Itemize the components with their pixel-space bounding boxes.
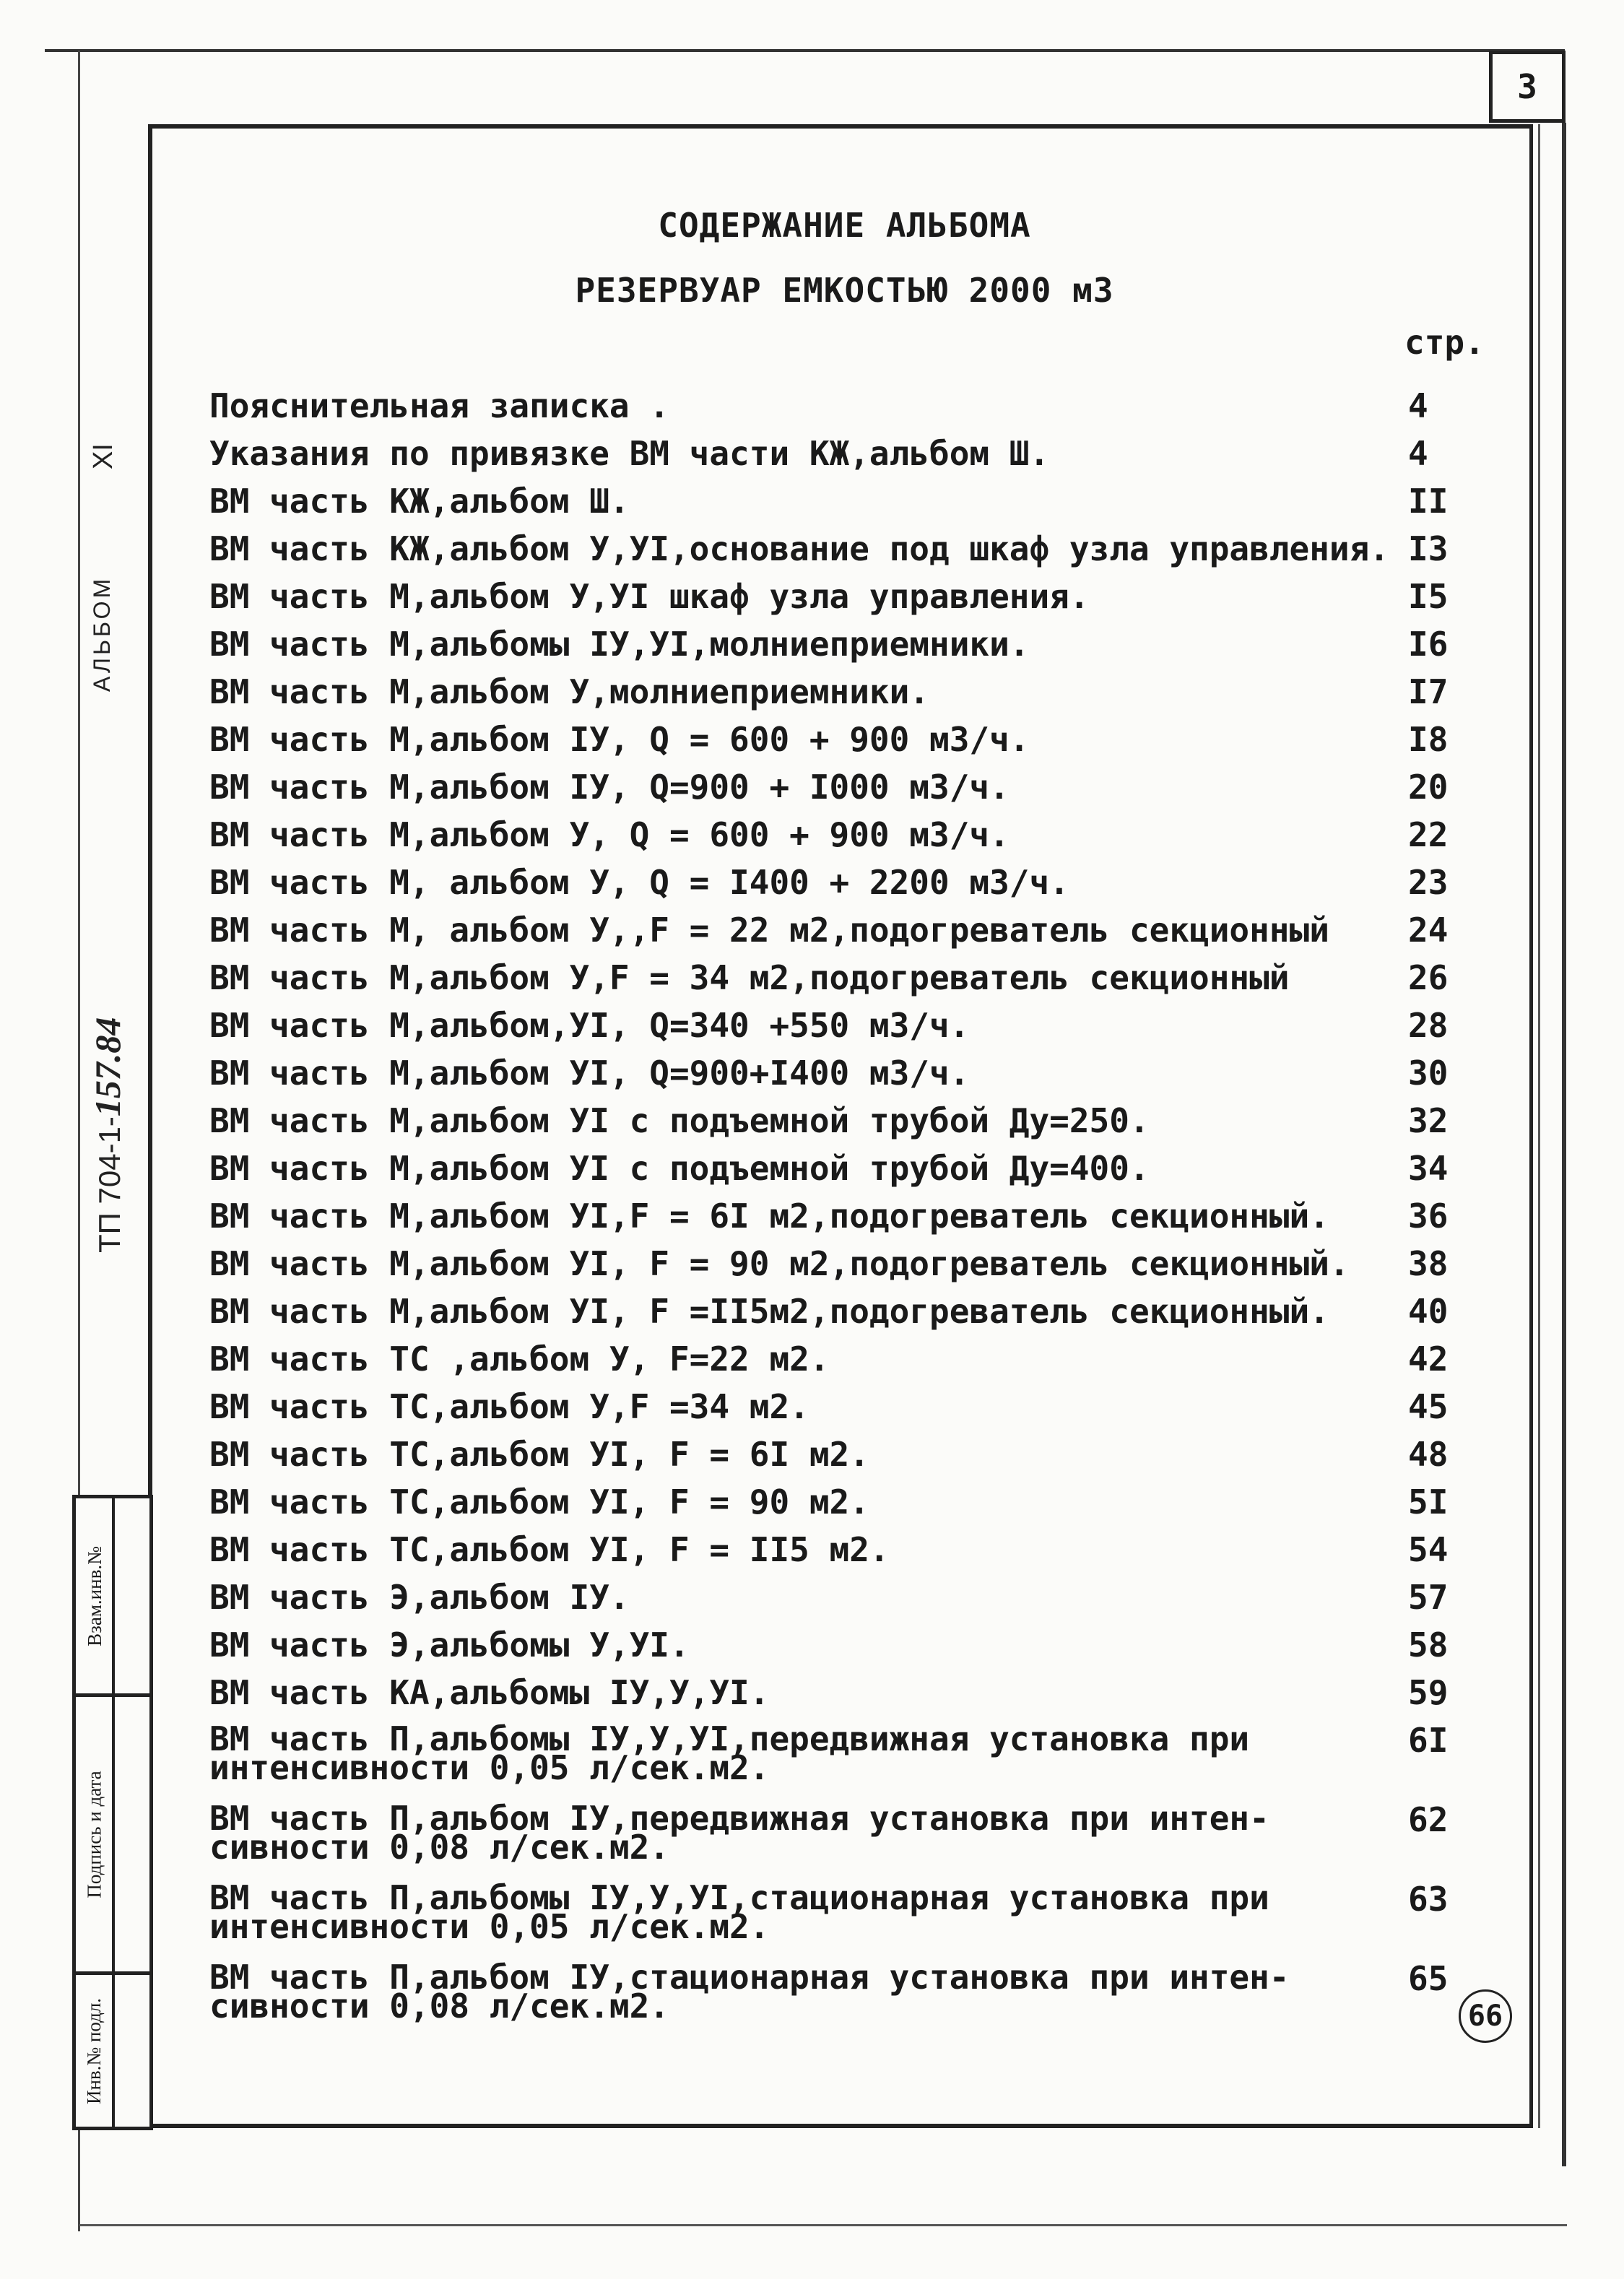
toc-entry-title: ВМ часть М,альбом IУ, Q = 600 + 900 м3/ч. bbox=[209, 720, 1030, 759]
album-label: АЛЬБОМ bbox=[89, 576, 115, 692]
frame-inner-right-border bbox=[1538, 124, 1540, 2128]
project-code-handwritten: 157.84 bbox=[87, 1017, 128, 1117]
toc-entry-page: 57 bbox=[1408, 1578, 1449, 1617]
toc-entry bbox=[209, 1958, 1531, 2042]
toc-entry-page: 24 bbox=[1408, 911, 1449, 950]
bottom-rule bbox=[79, 2224, 1567, 2226]
toc-entry-page: I3 bbox=[1408, 529, 1449, 568]
page-number: 3 bbox=[1517, 67, 1537, 106]
album-index: XI bbox=[88, 443, 118, 469]
toc-entry-title: ВМ часть М,альбом IУ, Q=900 + I000 м3/ч. bbox=[209, 768, 1009, 807]
toc-entry-page: 63 bbox=[1408, 1880, 1449, 1919]
toc-entry-title: Указания по привязке ВМ части КЖ,альбом Ш. bbox=[209, 434, 1050, 473]
toc-entry-page: 58 bbox=[1408, 1625, 1449, 1664]
frame-outer-right-border bbox=[1562, 123, 1566, 2166]
toc-entry-title: ВМ часть М,альбом УI, F =II5м2,подогреватель секционный. bbox=[209, 1292, 1329, 1331]
toc-entry-title: ВМ часть КЖ,альбом Ш. bbox=[209, 482, 630, 521]
stamp-label-signature: Подпись и дата bbox=[83, 1770, 105, 1898]
toc-entry-title: ВМ часть М,альбом УI,F = 6I м2,подогреватель секционный. bbox=[209, 1197, 1329, 1236]
toc-entry-page: 62 bbox=[1408, 1800, 1449, 1839]
stamp-cell-signature bbox=[76, 1697, 149, 1975]
toc-entry-title: ВМ часть М,альбом У, Q = 600 + 900 м3/ч. bbox=[209, 815, 1009, 854]
toc-entry-title: ВМ часть ТС,альбом У,F =34 м2. bbox=[209, 1387, 809, 1426]
toc-entry-page: 4 bbox=[1408, 386, 1428, 425]
toc-entry-page: 4 bbox=[1408, 434, 1428, 473]
toc-entry bbox=[209, 1483, 1531, 1534]
toc-entry-title: ВМ часть ТС,альбом УI, F = 90 м2. bbox=[209, 1483, 869, 1521]
toc-entry-title: ВМ часть М,альбом УI с подъемной трубой Ду=250. bbox=[209, 1101, 1150, 1140]
toc-entry-page: 48 bbox=[1408, 1435, 1449, 1474]
toc-entry-page: 54 bbox=[1408, 1530, 1449, 1569]
toc-entry bbox=[209, 434, 1531, 485]
toc-entry bbox=[209, 625, 1531, 676]
toc-entry-title: ВМ часть М,альбом УI, Q=900+I400 м3/ч. bbox=[209, 1054, 970, 1093]
toc-entry-page: 6I bbox=[1408, 1721, 1449, 1760]
toc-entry-title: ВМ часть М,альбом УI с подъемной трубой Ду=400. bbox=[209, 1149, 1150, 1188]
document-title: СОДЕРЖАНИЕ АЛЬБОМА bbox=[658, 206, 1031, 245]
table-of-contents bbox=[209, 386, 1531, 2042]
page-number-box bbox=[1489, 51, 1566, 123]
top-rule bbox=[45, 49, 1565, 52]
toc-entry-title: ВМ часть М,альбом,УI, Q=340 +550 м3/ч. bbox=[209, 1006, 970, 1045]
toc-entry-title: ВМ часть М, альбом У,,F = 22 м2,подогреватель секционный bbox=[209, 911, 1329, 950]
toc-entry bbox=[209, 1054, 1531, 1105]
toc-entry-title: ВМ часть М,альбомы IУ,УI,молниеприемники. bbox=[209, 625, 1030, 664]
document-subtitle: РЕЗЕРВУАР ЕМКОСТЬЮ 2000 м3 bbox=[575, 271, 1114, 310]
toc-entry-page: 22 bbox=[1408, 815, 1449, 854]
circled-number: 66 bbox=[1459, 1989, 1512, 2043]
stamp-column bbox=[72, 1495, 153, 2130]
toc-entry-page: 32 bbox=[1408, 1101, 1449, 1140]
toc-entry-title: ВМ часть КА,альбомы IУ,У,УI. bbox=[209, 1673, 770, 1712]
toc-entry bbox=[209, 1387, 1531, 1438]
toc-entry-page: 36 bbox=[1408, 1197, 1449, 1236]
toc-entry bbox=[209, 577, 1531, 628]
toc-entry bbox=[209, 1340, 1531, 1391]
toc-entry-title: ВМ часть Э,альбом IУ. bbox=[209, 1578, 630, 1617]
toc-entry-page: 42 bbox=[1408, 1340, 1449, 1379]
toc-entry bbox=[209, 1530, 1531, 1581]
toc-entry bbox=[209, 1292, 1531, 1343]
toc-entry-title: ВМ часть М, альбом У, Q = I400 + 2200 м3/ч. bbox=[209, 863, 1069, 902]
toc-entry-page: 20 bbox=[1408, 768, 1449, 807]
toc-entry-title: ВМ часть П,альбом IУ,стационарная установка при интен- сивности 0,08 л/сек.м2. bbox=[209, 1958, 1290, 2026]
toc-entry-title: ВМ часть ТС ,альбом У, F=22 м2. bbox=[209, 1340, 830, 1379]
toc-entry bbox=[209, 1149, 1531, 1200]
toc-entry-page: 59 bbox=[1408, 1673, 1449, 1712]
toc-entry-title: ВМ часть ТС,альбом УI, F = 6I м2. bbox=[209, 1435, 869, 1474]
toc-entry bbox=[209, 1244, 1531, 1295]
toc-entry bbox=[209, 1006, 1531, 1057]
toc-entry-page: 28 bbox=[1408, 1006, 1449, 1045]
toc-entry-page: II bbox=[1408, 482, 1449, 521]
toc-entry bbox=[209, 1625, 1531, 1677]
stamp-cell-inventory bbox=[76, 1975, 149, 2127]
toc-entry-page: I6 bbox=[1408, 625, 1449, 664]
toc-entry bbox=[209, 1101, 1531, 1152]
toc-entry-page: I5 bbox=[1408, 577, 1449, 616]
toc-entry bbox=[209, 768, 1531, 819]
toc-entry-page: 34 bbox=[1408, 1149, 1449, 1188]
toc-entry-title: ВМ часть М,альбом У,УI шкаф узла управления. bbox=[209, 577, 1090, 616]
toc-entry-page: I8 bbox=[1408, 720, 1449, 759]
toc-entry-title: ВМ часть П,альбом IУ,передвижная установка при интен- сивности 0,08 л/сек.м2. bbox=[209, 1799, 1269, 1867]
toc-entry bbox=[209, 815, 1531, 867]
toc-entry bbox=[209, 1435, 1531, 1486]
toc-entry-title: ВМ часть М,альбом УI, F = 90 м2,подогреватель секционный. bbox=[209, 1244, 1350, 1283]
toc-entry-title: ВМ часть М,альбом У,молниеприемники. bbox=[209, 672, 929, 711]
toc-entry bbox=[209, 1719, 1531, 1804]
toc-entry bbox=[209, 1673, 1531, 1724]
toc-entry bbox=[209, 672, 1531, 724]
toc-entry-page: 5I bbox=[1408, 1483, 1449, 1521]
project-code-printed: ТП 704-1- bbox=[92, 1116, 126, 1253]
stamp-label-inventory: Инв.№ подл. bbox=[83, 1997, 105, 2104]
toc-entry-title: ВМ часть М,альбом У,F = 34 м2,подогреватель секционный bbox=[209, 958, 1290, 997]
toc-entry-page: 45 bbox=[1408, 1387, 1449, 1426]
toc-entry-page: 26 bbox=[1408, 958, 1449, 997]
page-column-label: стр. bbox=[1404, 323, 1485, 362]
toc-entry bbox=[209, 958, 1531, 1010]
toc-entry-title: Пояснительная записка . bbox=[209, 386, 669, 425]
toc-entry-page: 65 bbox=[1408, 1959, 1449, 1998]
toc-entry bbox=[209, 482, 1531, 533]
toc-entry bbox=[209, 529, 1531, 581]
toc-entry-page: 38 bbox=[1408, 1244, 1449, 1283]
toc-entry bbox=[209, 720, 1531, 771]
toc-entry bbox=[209, 1878, 1531, 1963]
toc-entry-title: ВМ часть П,альбомы IУ,У,УI,стационарная установка при интенсивности 0,05 л/сек.м2. bbox=[209, 1878, 1269, 1946]
toc-entry bbox=[209, 1799, 1531, 1883]
toc-entry-title: ВМ часть КЖ,альбом У,УI,основание под шкаф узла управления. bbox=[209, 529, 1389, 568]
toc-entry bbox=[209, 863, 1531, 914]
project-code bbox=[87, 1017, 129, 1253]
stamp-label-replacement: Взам.инв.№ bbox=[83, 1545, 105, 1646]
toc-entry bbox=[209, 911, 1531, 962]
toc-entry-title: ВМ часть П,альбомы IУ,У,УI,передвижная установка при интенсивности 0,05 л/сек.м2. bbox=[209, 1719, 1250, 1787]
toc-entry-title: ВМ часть ТС,альбом УI, F = II5 м2. bbox=[209, 1530, 890, 1569]
toc-entry-page: 23 bbox=[1408, 863, 1449, 902]
toc-entry bbox=[209, 386, 1531, 438]
stamp-cell-replacement bbox=[76, 1498, 149, 1697]
toc-entry bbox=[209, 1197, 1531, 1248]
toc-entry bbox=[209, 1578, 1531, 1629]
toc-entry-page: 40 bbox=[1408, 1292, 1449, 1331]
toc-entry-title: ВМ часть Э,альбомы У,УI. bbox=[209, 1625, 690, 1664]
toc-entry-page: I7 bbox=[1408, 672, 1449, 711]
toc-entry-page: 30 bbox=[1408, 1054, 1449, 1093]
